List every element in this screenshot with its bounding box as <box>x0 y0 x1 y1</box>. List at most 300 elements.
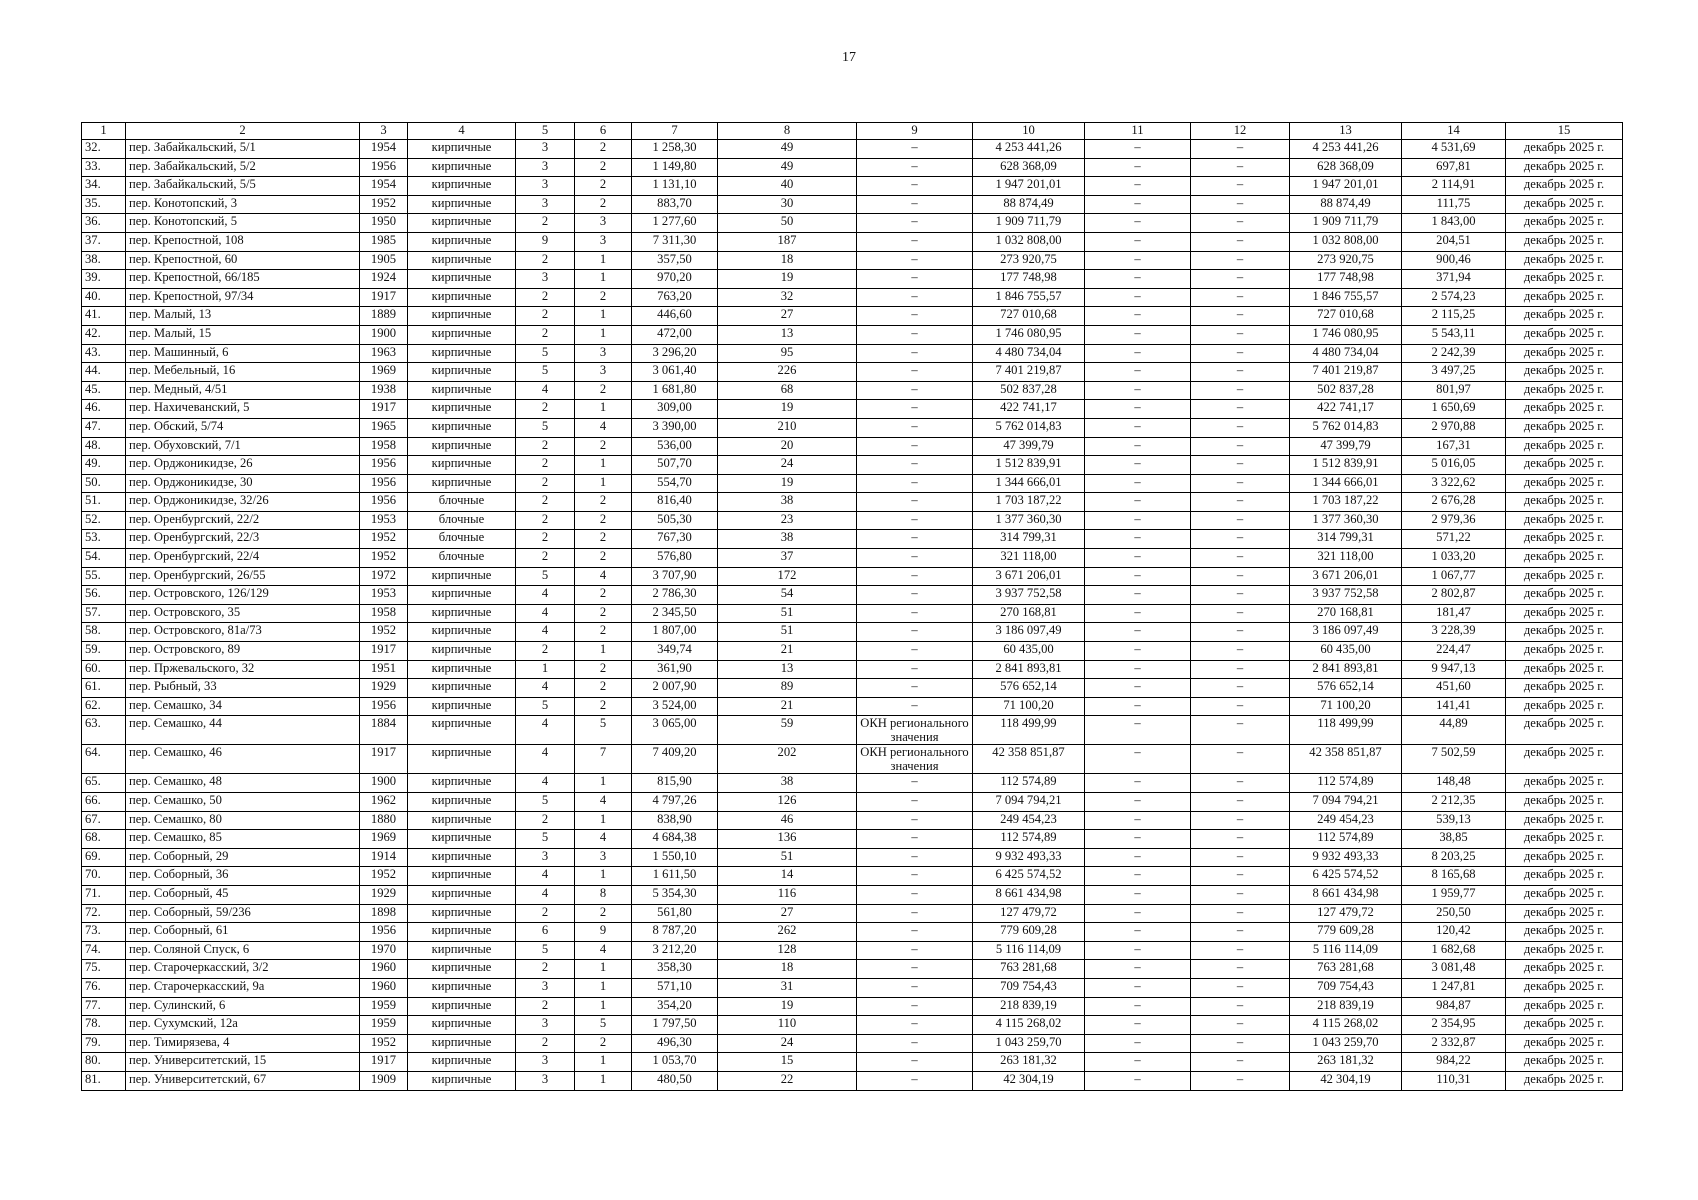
residents-cell: 128 <box>718 941 857 960</box>
area-cell: 3 212,20 <box>632 941 718 960</box>
row-number-cell: 70. <box>82 867 126 886</box>
cost-col-13-cell: 60 435,00 <box>1290 642 1402 661</box>
residents-cell: 31 <box>718 978 857 997</box>
cost-per-unit-cell: 204,51 <box>1402 232 1506 251</box>
build-year-cell: 1951 <box>360 660 408 679</box>
address-cell: пер. Университетский, 15 <box>126 1053 360 1072</box>
build-year-cell: 1914 <box>360 848 408 867</box>
table-row <box>82 140 1623 159</box>
row-number-cell: 50. <box>82 474 126 493</box>
heritage-status-cell: – <box>857 530 973 549</box>
completion-date-cell: декабрь 2025 г. <box>1506 214 1623 233</box>
build-year-cell: 1929 <box>360 885 408 904</box>
cost-col-13-cell: 4 253 441,26 <box>1290 140 1402 159</box>
cost-total-cell: 270 168,81 <box>973 604 1085 623</box>
build-year-cell: 1952 <box>360 1034 408 1053</box>
build-year-cell: 1954 <box>360 177 408 196</box>
completion-date-cell: декабрь 2025 г. <box>1506 745 1623 774</box>
entrances-cell: 8 <box>575 885 632 904</box>
cost-col-11-cell: – <box>1085 251 1191 270</box>
cost-total-cell: 3 671 206,01 <box>973 567 1085 586</box>
cost-col-12-cell: – <box>1191 251 1290 270</box>
housing-registry-table <box>81 122 1623 1091</box>
floors-cell: 2 <box>516 474 575 493</box>
wall-material-cell: кирпичные <box>408 140 516 159</box>
cost-col-11-cell: – <box>1085 793 1191 812</box>
cost-total-cell: 4 115 268,02 <box>973 1016 1085 1035</box>
residents-cell: 24 <box>718 456 857 475</box>
residents-cell: 95 <box>718 344 857 363</box>
cost-col-13-cell: 6 425 574,52 <box>1290 867 1402 886</box>
address-cell: пер. Оренбургский, 22/3 <box>126 530 360 549</box>
cost-total-cell: 263 181,32 <box>973 1053 1085 1072</box>
cost-per-unit-cell: 2 970,88 <box>1402 418 1506 437</box>
table-row <box>82 1016 1623 1035</box>
entrances-cell: 2 <box>575 288 632 307</box>
address-cell: пер. Старочеркасский, 3/2 <box>126 960 360 979</box>
table-row <box>82 474 1623 493</box>
row-number-cell: 34. <box>82 177 126 196</box>
residents-cell: 38 <box>718 493 857 512</box>
area-cell: 763,20 <box>632 288 718 307</box>
wall-material-cell: кирпичные <box>408 344 516 363</box>
build-year-cell: 1959 <box>360 997 408 1016</box>
wall-material-cell: кирпичные <box>408 1071 516 1090</box>
cost-col-13-cell: 273 920,75 <box>1290 251 1402 270</box>
build-year-cell: 1956 <box>360 697 408 716</box>
floors-cell: 5 <box>516 418 575 437</box>
cost-per-unit-cell: 5 016,05 <box>1402 456 1506 475</box>
cost-col-13-cell: 3 186 097,49 <box>1290 623 1402 642</box>
wall-material-cell: кирпичные <box>408 885 516 904</box>
cost-col-11-cell: – <box>1085 941 1191 960</box>
residents-cell: 262 <box>718 923 857 942</box>
cost-col-11-cell: – <box>1085 493 1191 512</box>
address-cell: пер. Крепостной, 60 <box>126 251 360 270</box>
cost-col-12-cell: – <box>1191 660 1290 679</box>
build-year-cell: 1969 <box>360 830 408 849</box>
table-row <box>82 195 1623 214</box>
residents-cell: 38 <box>718 774 857 793</box>
row-number-cell: 80. <box>82 1053 126 1072</box>
residents-cell: 50 <box>718 214 857 233</box>
cost-col-12-cell: – <box>1191 177 1290 196</box>
row-number-cell: 73. <box>82 923 126 942</box>
completion-date-cell: декабрь 2025 г. <box>1506 660 1623 679</box>
table-row <box>82 623 1623 642</box>
column-header: 4 <box>408 123 516 140</box>
cost-col-12-cell: – <box>1191 1034 1290 1053</box>
cost-per-unit-cell: 8 203,25 <box>1402 848 1506 867</box>
floors-cell: 3 <box>516 1016 575 1035</box>
area-cell: 496,30 <box>632 1034 718 1053</box>
address-cell: пер. Соляной Спуск, 6 <box>126 941 360 960</box>
completion-date-cell: декабрь 2025 г. <box>1506 848 1623 867</box>
floors-cell: 3 <box>516 177 575 196</box>
row-number-cell: 77. <box>82 997 126 1016</box>
entrances-cell: 2 <box>575 530 632 549</box>
cost-per-unit-cell: 111,75 <box>1402 195 1506 214</box>
completion-date-cell: декабрь 2025 г. <box>1506 400 1623 419</box>
cost-col-13-cell: 1 377 360,30 <box>1290 511 1402 530</box>
cost-per-unit-cell: 2 242,39 <box>1402 344 1506 363</box>
completion-date-cell: декабрь 2025 г. <box>1506 363 1623 382</box>
wall-material-cell: кирпичные <box>408 848 516 867</box>
cost-col-13-cell: 422 741,17 <box>1290 400 1402 419</box>
row-number-cell: 51. <box>82 493 126 512</box>
cost-per-unit-cell: 2 574,23 <box>1402 288 1506 307</box>
column-header: 13 <box>1290 123 1402 140</box>
completion-date-cell: декабрь 2025 г. <box>1506 251 1623 270</box>
row-number-cell: 44. <box>82 363 126 382</box>
wall-material-cell: кирпичные <box>408 586 516 605</box>
completion-date-cell: декабрь 2025 г. <box>1506 344 1623 363</box>
wall-material-cell: кирпичные <box>408 567 516 586</box>
table-row <box>82 679 1623 698</box>
entrances-cell: 1 <box>575 978 632 997</box>
floors-cell: 3 <box>516 978 575 997</box>
completion-date-cell: декабрь 2025 г. <box>1506 232 1623 251</box>
heritage-status-cell: – <box>857 270 973 289</box>
cost-col-12-cell: – <box>1191 307 1290 326</box>
residents-cell: 18 <box>718 251 857 270</box>
wall-material-cell: кирпичные <box>408 195 516 214</box>
floors-cell: 9 <box>516 232 575 251</box>
address-cell: пер. Оренбургский, 22/4 <box>126 549 360 568</box>
heritage-status-cell: – <box>857 549 973 568</box>
cost-col-11-cell: – <box>1085 960 1191 979</box>
heritage-status-cell: – <box>857 493 973 512</box>
cost-col-13-cell: 321 118,00 <box>1290 549 1402 568</box>
area-cell: 505,30 <box>632 511 718 530</box>
column-header: 15 <box>1506 123 1623 140</box>
cost-col-13-cell: 4 480 734,04 <box>1290 344 1402 363</box>
heritage-status-cell: – <box>857 195 973 214</box>
residents-cell: 19 <box>718 474 857 493</box>
completion-date-cell: декабрь 2025 г. <box>1506 325 1623 344</box>
floors-cell: 5 <box>516 793 575 812</box>
build-year-cell: 1952 <box>360 530 408 549</box>
heritage-status-cell: – <box>857 679 973 698</box>
entrances-cell: 2 <box>575 904 632 923</box>
cost-col-13-cell: 628 368,09 <box>1290 158 1402 177</box>
floors-cell: 2 <box>516 493 575 512</box>
area-cell: 3 524,00 <box>632 697 718 716</box>
wall-material-cell: кирпичные <box>408 232 516 251</box>
area-cell: 361,90 <box>632 660 718 679</box>
cost-per-unit-cell: 120,42 <box>1402 923 1506 942</box>
residents-cell: 187 <box>718 232 857 251</box>
cost-col-12-cell: – <box>1191 697 1290 716</box>
cost-col-11-cell: – <box>1085 745 1191 774</box>
heritage-status-cell: – <box>857 867 973 886</box>
entrances-cell: 4 <box>575 793 632 812</box>
floors-cell: 3 <box>516 195 575 214</box>
cost-total-cell: 273 920,75 <box>973 251 1085 270</box>
cost-col-13-cell: 177 748,98 <box>1290 270 1402 289</box>
area-cell: 1 131,10 <box>632 177 718 196</box>
wall-material-cell: кирпичные <box>408 745 516 774</box>
heritage-status-cell: – <box>857 830 973 849</box>
table-row <box>82 158 1623 177</box>
table-row <box>82 830 1623 849</box>
build-year-cell: 1924 <box>360 270 408 289</box>
wall-material-cell: кирпичные <box>408 158 516 177</box>
cost-col-13-cell: 1 344 666,01 <box>1290 474 1402 493</box>
row-number-cell: 64. <box>82 745 126 774</box>
row-number-cell: 69. <box>82 848 126 867</box>
cost-col-11-cell: – <box>1085 177 1191 196</box>
residents-cell: 30 <box>718 195 857 214</box>
cost-col-12-cell: – <box>1191 623 1290 642</box>
cost-total-cell: 1 746 080,95 <box>973 325 1085 344</box>
cost-col-13-cell: 127 479,72 <box>1290 904 1402 923</box>
area-cell: 4 684,38 <box>632 830 718 849</box>
wall-material-cell: кирпичные <box>408 1016 516 1035</box>
area-cell: 554,70 <box>632 474 718 493</box>
build-year-cell: 1884 <box>360 716 408 745</box>
build-year-cell: 1917 <box>360 288 408 307</box>
heritage-status-cell: – <box>857 1071 973 1090</box>
entrances-cell: 1 <box>575 325 632 344</box>
floors-cell: 2 <box>516 400 575 419</box>
area-cell: 3 065,00 <box>632 716 718 745</box>
cost-total-cell: 3 186 097,49 <box>973 623 1085 642</box>
row-number-cell: 74. <box>82 941 126 960</box>
table-row <box>82 400 1623 419</box>
address-cell: пер. Малый, 13 <box>126 307 360 326</box>
cost-total-cell: 60 435,00 <box>973 642 1085 661</box>
area-cell: 571,10 <box>632 978 718 997</box>
entrances-cell: 1 <box>575 867 632 886</box>
column-header: 10 <box>973 123 1085 140</box>
entrances-cell: 4 <box>575 418 632 437</box>
cost-col-12-cell: – <box>1191 493 1290 512</box>
area-cell: 480,50 <box>632 1071 718 1090</box>
area-cell: 5 354,30 <box>632 885 718 904</box>
build-year-cell: 1900 <box>360 325 408 344</box>
cost-col-12-cell: – <box>1191 679 1290 698</box>
build-year-cell: 1950 <box>360 214 408 233</box>
area-cell: 1 681,80 <box>632 381 718 400</box>
floors-cell: 3 <box>516 848 575 867</box>
table-row <box>82 941 1623 960</box>
residents-cell: 38 <box>718 530 857 549</box>
cost-per-unit-cell: 1 959,77 <box>1402 885 1506 904</box>
heritage-status-cell: – <box>857 140 973 159</box>
build-year-cell: 1969 <box>360 363 408 382</box>
completion-date-cell: декабрь 2025 г. <box>1506 418 1623 437</box>
row-number-cell: 56. <box>82 586 126 605</box>
area-cell: 576,80 <box>632 549 718 568</box>
cost-per-unit-cell: 224,47 <box>1402 642 1506 661</box>
cost-col-12-cell: – <box>1191 400 1290 419</box>
cost-col-12-cell: – <box>1191 549 1290 568</box>
address-cell: пер. Мебельный, 16 <box>126 363 360 382</box>
cost-col-13-cell: 47 399,79 <box>1290 437 1402 456</box>
column-header: 11 <box>1085 123 1191 140</box>
entrances-cell: 2 <box>575 679 632 698</box>
residents-cell: 19 <box>718 270 857 289</box>
heritage-status-cell: – <box>857 214 973 233</box>
table-row <box>82 848 1623 867</box>
floors-cell: 2 <box>516 530 575 549</box>
floors-cell: 5 <box>516 567 575 586</box>
wall-material-cell: кирпичные <box>408 623 516 642</box>
entrances-cell: 1 <box>575 774 632 793</box>
wall-material-cell: кирпичные <box>408 941 516 960</box>
wall-material-cell: кирпичные <box>408 904 516 923</box>
cost-col-11-cell: – <box>1085 1071 1191 1090</box>
address-cell: пер. Сухумский, 12а <box>126 1016 360 1035</box>
page-number: 17 <box>842 50 856 65</box>
completion-date-cell: декабрь 2025 г. <box>1506 978 1623 997</box>
column-header: 8 <box>718 123 857 140</box>
entrances-cell: 2 <box>575 437 632 456</box>
completion-date-cell: декабрь 2025 г. <box>1506 270 1623 289</box>
address-cell: пер. Крепостной, 97/34 <box>126 288 360 307</box>
heritage-status-cell: – <box>857 456 973 475</box>
cost-total-cell: 709 754,43 <box>973 978 1085 997</box>
entrances-cell: 9 <box>575 923 632 942</box>
table-row <box>82 660 1623 679</box>
address-cell: пер. Конотопский, 3 <box>126 195 360 214</box>
floors-cell: 2 <box>516 960 575 979</box>
cost-col-11-cell: – <box>1085 344 1191 363</box>
entrances-cell: 3 <box>575 214 632 233</box>
area-cell: 349,74 <box>632 642 718 661</box>
wall-material-cell: кирпичные <box>408 697 516 716</box>
entrances-cell: 2 <box>575 177 632 196</box>
wall-material-cell: кирпичные <box>408 642 516 661</box>
completion-date-cell: декабрь 2025 г. <box>1506 456 1623 475</box>
build-year-cell: 1956 <box>360 923 408 942</box>
cost-per-unit-cell: 2 115,25 <box>1402 307 1506 326</box>
residents-cell: 23 <box>718 511 857 530</box>
build-year-cell: 1956 <box>360 456 408 475</box>
heritage-status-cell: – <box>857 604 973 623</box>
completion-date-cell: декабрь 2025 г. <box>1506 1071 1623 1090</box>
area-cell: 883,70 <box>632 195 718 214</box>
cost-col-11-cell: – <box>1085 623 1191 642</box>
table-row <box>82 923 1623 942</box>
residents-cell: 19 <box>718 400 857 419</box>
cost-per-unit-cell: 571,22 <box>1402 530 1506 549</box>
residents-cell: 46 <box>718 811 857 830</box>
build-year-cell: 1958 <box>360 437 408 456</box>
cost-per-unit-cell: 2 114,91 <box>1402 177 1506 196</box>
cost-col-13-cell: 5 762 014,83 <box>1290 418 1402 437</box>
floors-cell: 4 <box>516 716 575 745</box>
completion-date-cell: декабрь 2025 г. <box>1506 960 1623 979</box>
completion-date-cell: декабрь 2025 г. <box>1506 1034 1623 1053</box>
row-number-cell: 42. <box>82 325 126 344</box>
cost-col-12-cell: – <box>1191 941 1290 960</box>
heritage-status-cell: – <box>857 793 973 812</box>
area-cell: 354,20 <box>632 997 718 1016</box>
cost-per-unit-cell: 110,31 <box>1402 1071 1506 1090</box>
table-row <box>82 363 1623 382</box>
floors-cell: 4 <box>516 679 575 698</box>
table-row <box>82 997 1623 1016</box>
cost-col-12-cell: – <box>1191 567 1290 586</box>
heritage-status-cell: – <box>857 848 973 867</box>
area-cell: 309,00 <box>632 400 718 419</box>
row-number-cell: 33. <box>82 158 126 177</box>
cost-col-11-cell: – <box>1085 511 1191 530</box>
heritage-status-cell: – <box>857 774 973 793</box>
wall-material-cell: кирпичные <box>408 214 516 233</box>
address-cell: пер. Орджоникидзе, 32/26 <box>126 493 360 512</box>
entrances-cell: 2 <box>575 586 632 605</box>
column-header: 14 <box>1402 123 1506 140</box>
completion-date-cell: декабрь 2025 г. <box>1506 474 1623 493</box>
build-year-cell: 1880 <box>360 811 408 830</box>
cost-col-12-cell: – <box>1191 716 1290 745</box>
wall-material-cell: кирпичные <box>408 251 516 270</box>
entrances-cell: 1 <box>575 251 632 270</box>
cost-col-11-cell: – <box>1085 232 1191 251</box>
wall-material-cell: кирпичные <box>408 997 516 1016</box>
floors-cell: 2 <box>516 904 575 923</box>
completion-date-cell: декабрь 2025 г. <box>1506 288 1623 307</box>
cost-per-unit-cell: 451,60 <box>1402 679 1506 698</box>
cost-total-cell: 1 344 666,01 <box>973 474 1085 493</box>
cost-col-12-cell: – <box>1191 586 1290 605</box>
floors-cell: 3 <box>516 158 575 177</box>
table-row <box>82 774 1623 793</box>
floors-cell: 5 <box>516 697 575 716</box>
cost-col-13-cell: 263 181,32 <box>1290 1053 1402 1072</box>
cost-col-11-cell: – <box>1085 830 1191 849</box>
table-row <box>82 549 1623 568</box>
address-cell: пер. Пржевальского, 32 <box>126 660 360 679</box>
cost-col-11-cell: – <box>1085 679 1191 698</box>
address-cell: пер. Крепостной, 66/185 <box>126 270 360 289</box>
row-number-cell: 68. <box>82 830 126 849</box>
floors-cell: 3 <box>516 1071 575 1090</box>
residents-cell: 21 <box>718 642 857 661</box>
residents-cell: 22 <box>718 1071 857 1090</box>
completion-date-cell: декабрь 2025 г. <box>1506 307 1623 326</box>
address-cell: пер. Конотопский, 5 <box>126 214 360 233</box>
entrances-cell: 3 <box>575 232 632 251</box>
cost-total-cell: 8 661 434,98 <box>973 885 1085 904</box>
cost-total-cell: 1 703 187,22 <box>973 493 1085 512</box>
cost-total-cell: 1 377 360,30 <box>973 511 1085 530</box>
floors-cell: 2 <box>516 997 575 1016</box>
wall-material-cell: кирпичные <box>408 604 516 623</box>
cost-total-cell: 5 116 114,09 <box>973 941 1085 960</box>
cost-col-11-cell: – <box>1085 214 1191 233</box>
cost-per-unit-cell: 371,94 <box>1402 270 1506 289</box>
build-year-cell: 1985 <box>360 232 408 251</box>
cost-total-cell: 9 932 493,33 <box>973 848 1085 867</box>
entrances-cell: 2 <box>575 660 632 679</box>
area-cell: 561,80 <box>632 904 718 923</box>
cost-col-11-cell: – <box>1085 381 1191 400</box>
column-header: 3 <box>360 123 408 140</box>
entrances-cell: 1 <box>575 456 632 475</box>
heritage-status-cell: – <box>857 978 973 997</box>
address-cell: пер. Соборный, 61 <box>126 923 360 942</box>
cost-per-unit-cell: 3 228,39 <box>1402 623 1506 642</box>
cost-col-12-cell: – <box>1191 288 1290 307</box>
cost-col-11-cell: – <box>1085 456 1191 475</box>
cost-col-13-cell: 3 671 206,01 <box>1290 567 1402 586</box>
cost-col-13-cell: 9 932 493,33 <box>1290 848 1402 867</box>
cost-total-cell: 118 499,99 <box>973 716 1085 745</box>
